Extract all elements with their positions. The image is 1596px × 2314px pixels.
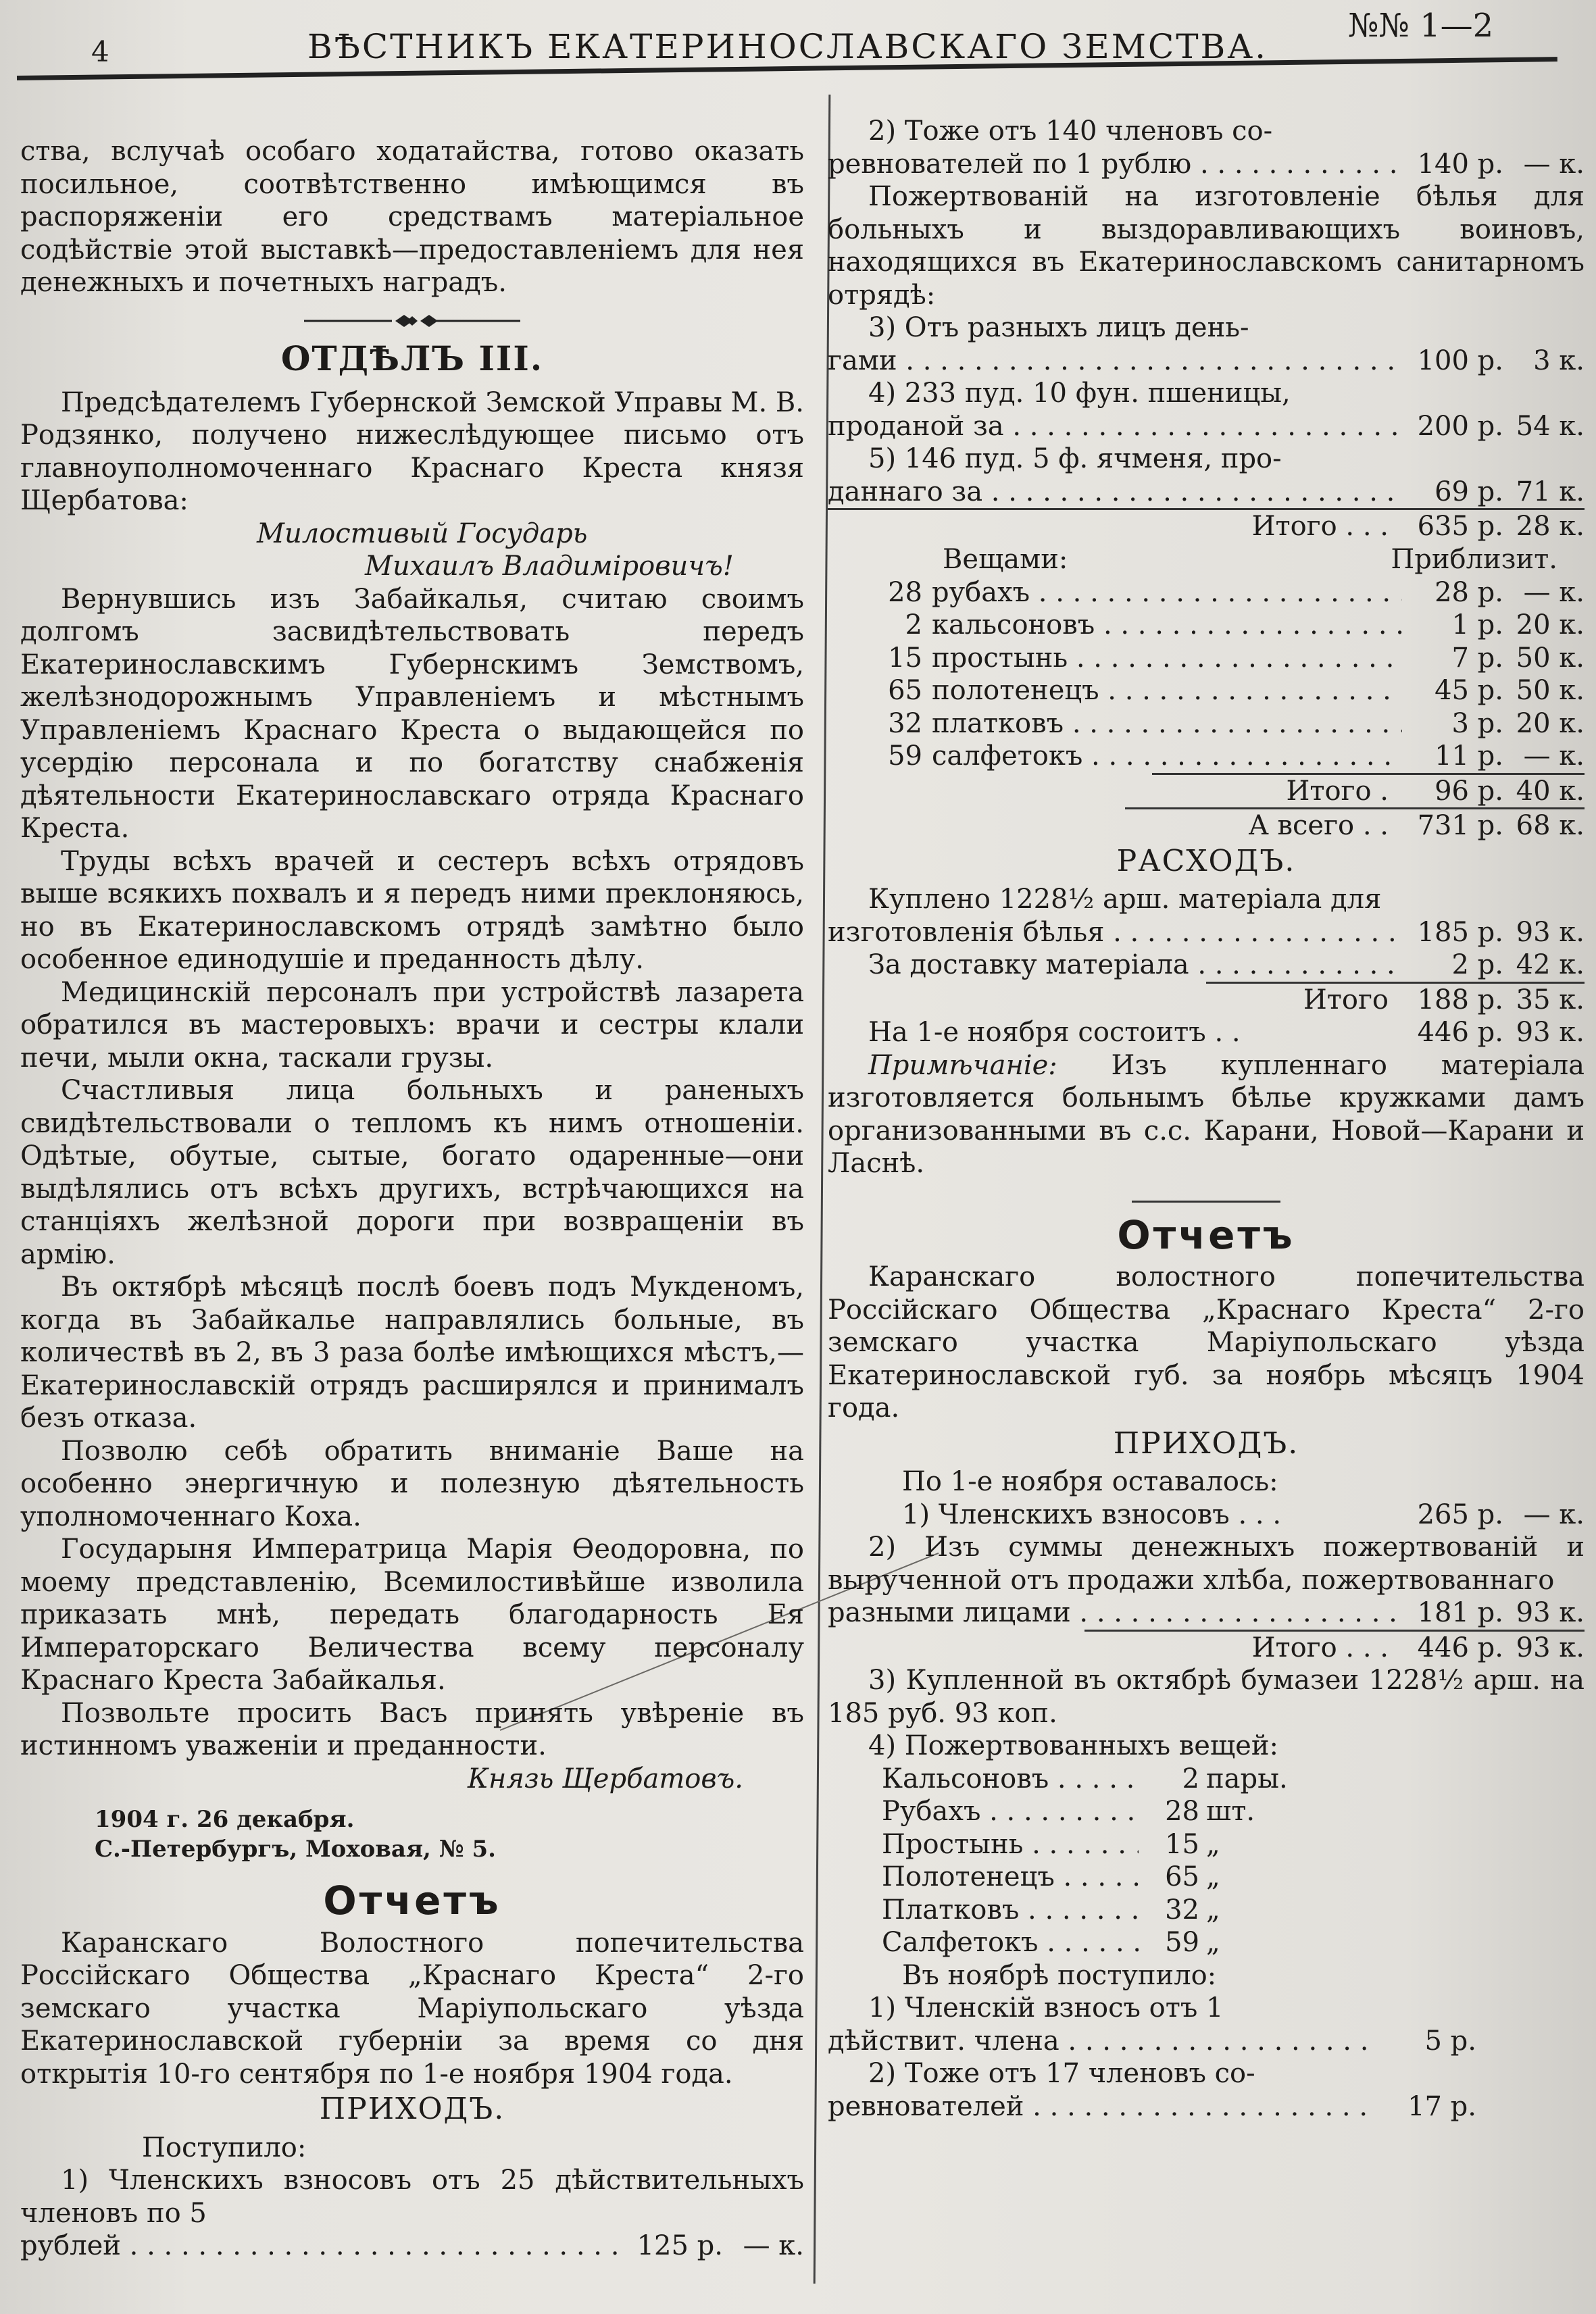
- letter-paragraph: Труды всѣхъ врачей и сестеръ всѣхъ отрядовъ выше всякихъ похвалъ и я передъ ними преклоняюсь, но въ Екатеринославскомъ отрядѣ замѣтно было особенное единодушіе и преданность дѣлу.: [20, 845, 804, 975]
- things-name: платковъ: [932, 707, 1064, 739]
- remained-item-3: 3) Купленной въ октябрѣ бумазеи 1228½ арш. на 185 руб. 93 коп.: [828, 1665, 1585, 1729]
- goods-name: Простынь . . .: [882, 1828, 1139, 1861]
- report-heading: Отчетъ: [323, 1878, 501, 1923]
- income-item-1-label: рублей . . .: [20, 2230, 622, 2263]
- things-label: Вещами:: [943, 544, 1068, 575]
- expense-item-2-kop: 42 к.: [1516, 949, 1585, 980]
- goods-unit: пары.: [1206, 1763, 1288, 1794]
- things-row: [828, 609, 1585, 642]
- things-row-label: [828, 576, 1402, 609]
- november-item-1: [828, 2025, 1476, 2058]
- grand-total-label: А всего . .: [1248, 810, 1389, 841]
- things-rub: 3 р.: [1451, 707, 1503, 739]
- november-item-2-label: ревнователей . . .: [828, 2090, 1375, 2123]
- total-money-rub: 635 р.: [1417, 511, 1503, 542]
- goods-row: [882, 1828, 1314, 1861]
- remained-label: По 1-е ноября оставалось:: [902, 1466, 1278, 1497]
- expense-item-1-kop: 93 к.: [1516, 916, 1585, 948]
- remained-item-1-label: 1) Членскихъ взносовъ . . .: [902, 1499, 1282, 1530]
- remained-total-label: Итого . . .: [1251, 1632, 1389, 1663]
- balance-label: На 1-е ноября состоитъ . .: [868, 1017, 1241, 1048]
- income-item-5-label: даннаго за . . .: [828, 476, 1402, 509]
- income-item-3-kop: 3 к.: [1533, 345, 1585, 376]
- page-header: [0, 0, 1596, 88]
- goods-value: 59: [1165, 1927, 1199, 1958]
- salutation-line-1: Милостивый Государь: [257, 518, 588, 549]
- goods-list: [828, 1763, 1314, 1959]
- things-qty: 32: [888, 707, 922, 739]
- expense-item-2-rub: 2 р.: [1451, 949, 1503, 980]
- income-item-5-kop: 71 к.: [1516, 476, 1585, 507]
- letter-intro: Предсѣдателемъ Губернской Земской Управы М. В. Родзянко, получено нижеслѣдующее письмо отъ главноуполномоченнаго Краснаго Креста князя Щербатова:: [20, 386, 804, 516]
- donations-text: Пожертвованій на изготовленіе бѣлья для больныхъ и выздоравливающихъ воиновъ, находящихся въ Екатеринославскомъ санитарномъ отрядѣ:: [828, 181, 1585, 311]
- goods-value: 32: [1165, 1894, 1199, 1926]
- received-label: Поступило:: [142, 2132, 307, 2163]
- november-item-2-rub: 17 р.: [1407, 2090, 1476, 2122]
- goods-name: Салфетокъ . . .: [882, 1926, 1139, 1959]
- goods-name: Полотенецъ . . .: [882, 1861, 1139, 1894]
- things-row-label: [828, 740, 1402, 773]
- things-row-label: [828, 707, 1402, 740]
- income-item-5: [828, 476, 1585, 509]
- total-things-kop: 40 к.: [1516, 775, 1585, 807]
- things-kop: — к.: [1523, 576, 1585, 608]
- income-item-5-rub: 69 р.: [1435, 476, 1503, 507]
- total-money: [828, 508, 1585, 543]
- remained-item-1-kop: — к.: [1523, 1499, 1585, 1530]
- intro-paragraph: ства, вслучаѣ особаго ходатайства, готово оказать посильное, соотвѣтственно имѣющимся въ распоряженіи его средствамъ матеріальное содѣйствіе этой выставкѣ—предоставленіемъ для нея денежныхъ и почетныхъ наградъ.: [20, 136, 804, 298]
- things-rub: 7 р.: [1451, 642, 1503, 674]
- letter-paragraph: Медицинскій персоналъ при устройствѣ лазарета обратился въ мастеровыхъ: врачи и сестры клали печи, мыли окна, таскали грузы.: [20, 976, 804, 1074]
- expense-item-1: [828, 916, 1585, 949]
- things-row-label: [828, 674, 1402, 707]
- things-row-label: [828, 642, 1402, 675]
- grand-total: [1125, 807, 1585, 842]
- income-item-3: [828, 345, 1585, 378]
- things-row: [828, 576, 1585, 609]
- things-kop: 50 к.: [1516, 642, 1585, 674]
- goods-unit: „: [1206, 1894, 1220, 1926]
- goods-unit: шт.: [1206, 1796, 1255, 1827]
- november-item-1-rub: 5 р.: [1424, 2025, 1476, 2057]
- income-item-4-label: проданой за . . .: [828, 410, 1402, 443]
- things-row-label: [828, 609, 1402, 642]
- things-list: [828, 576, 1585, 773]
- letter-paragraph: Въ октябрѣ мѣсяцѣ послѣ боевъ подъ Мукденомъ, когда въ Забайкалье направлялись больные, въ количествѣ въ 2, въ 3 раза болѣе имѣющихся мѣстъ,—Екатеринославскій отрядъ расширялся и принималъ безъ отказа.: [20, 1272, 804, 1434]
- address-line: С.-Петербургъ, Моховая, № 5.: [95, 1836, 497, 1863]
- balance-kop: 93 к.: [1516, 1017, 1585, 1048]
- balance: [828, 1016, 1585, 1049]
- things-qty: 15: [888, 642, 922, 674]
- goods-value: 65: [1165, 1861, 1199, 1892]
- salutation-line-2: Михаилъ Владиміровичъ!: [365, 551, 734, 582]
- things-rub: 11 р.: [1435, 740, 1503, 772]
- things-qty: 59: [888, 740, 922, 772]
- income-heading: ПРИХОДЪ.: [319, 2092, 505, 2126]
- page-number: 4: [91, 35, 109, 68]
- income-item-4-rub: 200 р.: [1417, 410, 1503, 442]
- income-item-2-label: ревнователей по 1 рублю . . .: [828, 148, 1402, 181]
- income-item-4: [828, 410, 1585, 443]
- income-item-2: [828, 148, 1585, 181]
- things-kop: 50 к.: [1516, 675, 1585, 706]
- remained-item-2-rub: 181 р.: [1417, 1597, 1503, 1628]
- ornament-divider: [20, 303, 804, 336]
- things-kop: 20 к.: [1516, 609, 1585, 640]
- letter-paragraph: Счастливыя лица больныхъ и раненыхъ свидѣтельствовали о тепломъ къ нимъ отношеніи. Одѣтые, обутые, сытые, богато одаренные—они выдѣлялись отъ всѣхъ другихъ, встрѣчающихся на станціяхъ желѣзной дороги при возвращеніи въ армію.: [20, 1075, 804, 1270]
- remained-total: [1084, 1630, 1585, 1665]
- ornament-icon: [304, 311, 520, 331]
- remained-item-2: [828, 1596, 1585, 1630]
- income-item-4-text: 4) 233 пуд. 10 фун. пшеницы,: [868, 378, 1291, 409]
- left-column: [20, 135, 804, 2263]
- income-item-3-rub: 100 р.: [1417, 345, 1503, 376]
- note: [828, 1049, 1585, 1180]
- salutation: [20, 518, 804, 583]
- total-things-label: Итого .: [1286, 775, 1389, 807]
- note-label: Примѣчаніе:: [868, 1049, 1057, 1081]
- things-qty: 2: [905, 609, 922, 640]
- expense-item-1-label: изготовленія бѣлья . . .: [828, 916, 1402, 949]
- things-qty: 65: [888, 675, 922, 706]
- income-item-3-label: гами . . .: [828, 345, 1402, 378]
- note-text: Изъ купленнаго матеріала изготовляется больнымъ бѣлье кружками дамъ организованными въ с.с. Карани, Новой—Карани и Ласнѣ.: [828, 1049, 1585, 1179]
- expense-total-rub: 188 р.: [1417, 984, 1503, 1015]
- november-item-2: [828, 2090, 1476, 2123]
- expense-item-1-rub: 185 р.: [1417, 916, 1503, 948]
- total-money-label: Итого . . .: [1251, 511, 1389, 542]
- remained-item-2-kop: 93 к.: [1516, 1597, 1585, 1628]
- things-row: [828, 740, 1585, 773]
- things-rub: 45 р.: [1435, 675, 1503, 706]
- remained-total-kop: 93 к.: [1516, 1632, 1585, 1663]
- remained-item-1: [828, 1499, 1585, 1532]
- income-item-1: [20, 2230, 804, 2263]
- section-heading: ОТДѢЛЪ III.: [280, 338, 544, 378]
- total-money-kop: 28 к.: [1516, 511, 1585, 542]
- letter-paragraph: Позвольте просить Васъ принять увѣреніе въ истинномъ уваженіи и преданности.: [20, 1697, 804, 1761]
- things-row: [828, 674, 1585, 707]
- income-item-1-text: 1) Членскихъ взносовъ отъ 25 дѣйствительныхъ членовъ по 5: [20, 2165, 804, 2229]
- things-rub: 28 р.: [1435, 576, 1503, 608]
- goods-row: [882, 1926, 1314, 1959]
- goods-value: 2: [1182, 1763, 1199, 1794]
- things-row: [828, 642, 1585, 675]
- letter-paragraph: Позволю себѣ обратить вниманіе Ваше на особенно энергичную и полезную дѣятельность уполномоченнаго Коха.: [20, 1435, 804, 1532]
- remained-item-2-text: 2) Изъ суммы денежныхъ пожертвованій и вырученной отъ продажи хлѣба, пожертвованнаго: [828, 1532, 1585, 1596]
- things-name: полотенецъ: [932, 675, 1099, 706]
- balance-rub: 446 р.: [1417, 1017, 1503, 1048]
- total-things: [1152, 773, 1585, 808]
- remained-item-2-label: разными лицами . . .: [828, 1596, 1402, 1630]
- report-intro: Каранскаго Волостного попечительства Россійскаго Общества „Краснаго Креста“ 2-го земскаго участка Маріупольскаго уѣзда Екатеринославской губерніи за время со дня открытія 10-го сентября по 1-е ноября 1904 года.: [20, 1927, 804, 2090]
- report2-heading: Отчетъ: [1117, 1211, 1295, 1258]
- remained-total-rub: 446 р.: [1417, 1632, 1503, 1663]
- income-item-1-rub: 125 р.: [637, 2230, 723, 2261]
- expense-total-label: Итого: [1303, 984, 1389, 1015]
- things-name: салфетокъ: [932, 740, 1083, 772]
- goods-value: 15: [1165, 1828, 1199, 1860]
- income-item-2-rub: 140 р.: [1417, 148, 1503, 180]
- things-kop: — к.: [1523, 740, 1585, 772]
- income-item-3-text: 3) Отъ разныхъ лицъ день-: [868, 312, 1249, 343]
- goods-name: Рубахъ . . .: [882, 1795, 1139, 1828]
- goods-value: 28: [1165, 1796, 1199, 1827]
- november-label: Въ ноябрѣ поступило:: [902, 1959, 1217, 1991]
- goods-row: [882, 1763, 1314, 1796]
- grand-total-kop: 68 к.: [1516, 810, 1585, 841]
- november-item-1-text: 1) Членскій взносъ отъ 1: [868, 1992, 1224, 2023]
- things-rub: 1 р.: [1451, 609, 1503, 640]
- november-item-1-label: дѣйствит. члена . . .: [828, 2025, 1375, 2058]
- signature: Князь Щербатовъ.: [468, 1763, 743, 1794]
- income2-heading: ПРИХОДЪ.: [1113, 1426, 1299, 1461]
- goods-unit: „: [1206, 1927, 1220, 1958]
- goods-unit: „: [1206, 1828, 1220, 1860]
- goods-row: [882, 1795, 1314, 1828]
- section-divider: [1132, 1201, 1280, 1203]
- things-row: [828, 707, 1585, 740]
- report2-intro: Каранскаго волостного попечительства Россійскаго Общества „Краснаго Креста“ 2-го земскаго участка Маріупольскаго уѣзда Екатеринославской губ. за ноябрь мѣсяцъ 1904 года.: [828, 1261, 1585, 1424]
- goods-name: Платковъ . . .: [882, 1894, 1139, 1927]
- things-name: кальсоновъ: [932, 609, 1095, 640]
- expense-total: [1206, 982, 1585, 1017]
- expense-heading: РАСХОДЪ.: [1116, 843, 1296, 878]
- november-item-2-text: 2) Тоже отъ 17 членовъ со-: [868, 2058, 1255, 2089]
- income-item-4-kop: 54 к.: [1516, 410, 1585, 442]
- income-item-2-text: 2) Тоже отъ 140 членовъ со-: [868, 116, 1273, 147]
- goods-row: [882, 1861, 1314, 1894]
- goods-unit: „: [1206, 1861, 1220, 1892]
- date-line: 1904 г. 26 декабря.: [95, 1806, 355, 1833]
- things-kop: 20 к.: [1516, 707, 1585, 739]
- journal-title: ВѢСТНИКЪ ЕКАТЕРИНОСЛАВСКАГО ЗЕМСТВА.: [307, 27, 1268, 66]
- things-qty: 28: [888, 576, 922, 608]
- remained-item-1-rub: 265 р.: [1417, 1499, 1503, 1530]
- income-item-5-text: 5) 146 пуд. 5 ф. ячменя, про-: [868, 443, 1282, 474]
- expense-total-kop: 35 к.: [1516, 984, 1585, 1015]
- remained-item-4: 4) Пожертвованныхъ вещей:: [868, 1730, 1278, 1761]
- goods-name: Кальсоновъ . . .: [882, 1763, 1139, 1796]
- goods-row: [882, 1894, 1314, 1927]
- things-name: простынь: [932, 642, 1068, 674]
- right-column: [828, 115, 1585, 2123]
- expense-item-1-text: Куплено 1228½ арш. матеріала для: [868, 884, 1382, 915]
- grand-total-rub: 731 р.: [1417, 810, 1503, 841]
- total-things-rub: 96 р.: [1435, 775, 1503, 807]
- expense-item-2: [828, 949, 1585, 982]
- income-item-2-kop: — к.: [1523, 148, 1585, 180]
- issue-number: №№ 1—2: [1348, 7, 1494, 45]
- letter-paragraph: Государыня Императрица Марія Ѳеодоровна, по моему представленію, Всемилостивѣйше изволила приказать мнѣ, передать благодарность Ея Императорскаго Величества всему персоналу Краснаго Креста Забайкалья.: [20, 1534, 804, 1696]
- income-item-1-kop: — к.: [743, 2230, 804, 2261]
- things-name: рубахъ: [932, 576, 1030, 608]
- expense-item-2-label: За доставку матеріала . . .: [868, 949, 1402, 982]
- letter-paragraph: Вернувшись изъ Забайкалья, считаю своимъ долгомъ засвидѣтельствовать передъ Екатеринославскимъ Губернскимъ Земствомъ, желѣзнодорожнымъ Управленіемъ и мѣстнымъ Управленіемъ Краснаго Креста о выдающейся по усердію персонала и по богатству снабженія дѣятельности Екатеринославскаго отряда Краснаго Креста.: [20, 583, 804, 844]
- approx-label: Приблизит.: [1391, 543, 1557, 575]
